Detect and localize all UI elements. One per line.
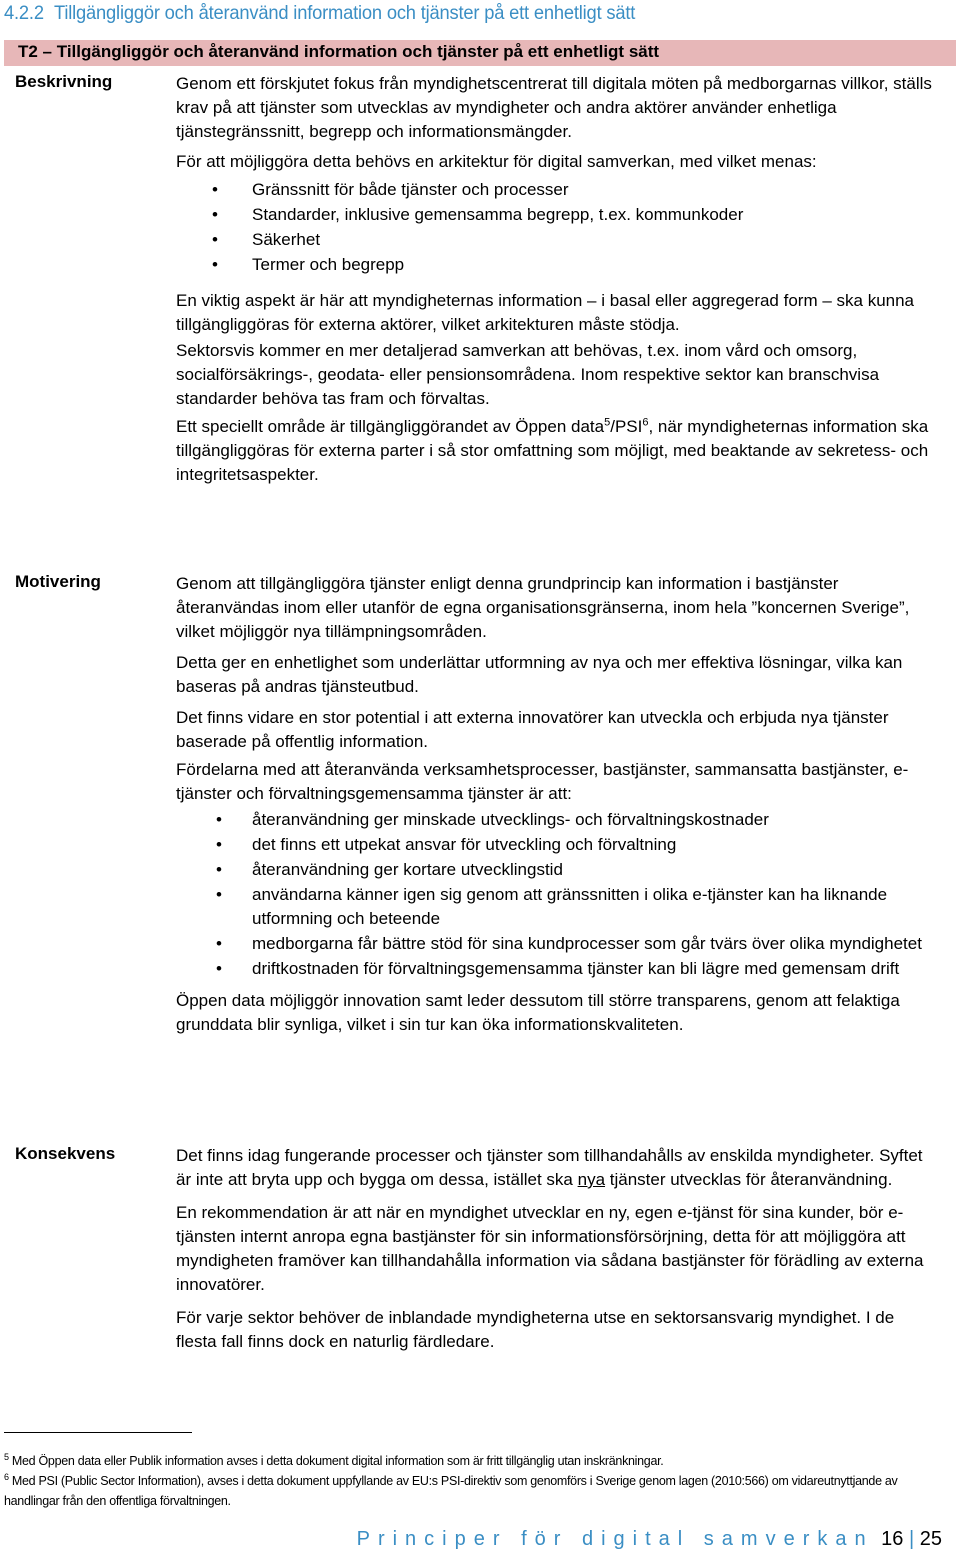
konsekvens-content	[176, 1144, 936, 1360]
paragraph: Öppen data möjliggör innovation samt leder dessutom till större transparens, genom att felaktiga grunddata blir synliga, vilket i sin tur kan öka informationskvaliteten.	[176, 991, 900, 1034]
motivering-content	[176, 572, 936, 1043]
section-title: Tillgängliggör och återanvänd information och tjänster på ett enhetligt sätt	[54, 2, 636, 24]
list-item: • Standarder, inklusive gemensamma begrepp, t.ex. kommunkoder	[176, 203, 936, 227]
paragraph: Det finns vidare en stor potential i att externa innovatörer kan utveckla och erbjuda nya tjänster baserade på offentlig information.	[176, 708, 889, 751]
list-item: • återanvändning ger minskade utvecklings- och förvaltningskostnader	[176, 808, 936, 832]
bullet-list	[176, 808, 936, 981]
page-number: 16	[881, 1528, 904, 1550]
section-heading	[4, 2, 897, 25]
text: Det finns idag fungerande processer och tjänster som tillhandahålls av enskilda myndigheter. Syftet är inte att bryta upp och bygga om dessa, istället ska	[176, 1146, 923, 1189]
paragraph: En rekommendation är att när en myndighet utvecklar en ny, egen e-tjänst för sina kunder, bör e-tjänsten internt anropa egna bastjänster för sin informationsförsörjning, detta för att möjliggöra att myndigheten framöver kan tillhandahålla information via sådana bastjänster för förädling av externa innovatörer.	[176, 1203, 924, 1294]
paragraph: Detta ger en enhetlighet som underlättar utformning av nya och mer effektiva lösningar, vilka kan baseras på andras tjänsteutbud.	[176, 653, 903, 696]
beskrivning-content	[176, 72, 936, 493]
paragraph	[176, 415, 936, 487]
bullet-list	[176, 178, 936, 277]
footnote-number: 5	[4, 1451, 9, 1462]
list-item: • Termer och begrepp	[176, 253, 936, 277]
page-total: 25	[919, 1528, 942, 1550]
list-item: • Säkerhet	[176, 228, 936, 252]
paragraph: Fördelarna med att återanvända verksamhetsprocesser, bastjänster, sammansatta bastjänster, e-tjänster och förvaltningsgemensamma tjänster är att:	[176, 760, 909, 803]
text: /PSI	[610, 417, 643, 436]
document-title: Principer för digital samverkan	[356, 1528, 874, 1550]
paragraph: Sektorsvis kommer en mer detaljerad samverkan att behövas, t.ex. inom vård och omsorg, socialförsäkrings-, geodata- eller pensionsområdena. Inom respektive sektor kan branschvisa standarder behöva tas fram och förvaltas.	[176, 341, 880, 408]
footnote-text: Med Öppen data eller Publik information avses i detta dokument digital information som är fritt tillgänglig utan inskränkningar.	[11, 1454, 664, 1468]
list-item: • det finns ett utpekat ansvar för utveckling och förvaltning	[176, 833, 936, 857]
list-item: • medborgarna får bättre stöd för sina kundprocesser som går tvärs över olika myndighetet	[176, 932, 936, 956]
motivering-label: Motivering	[15, 572, 101, 591]
text: Ett speciellt område är tillgängliggörandet av Öppen data	[176, 417, 605, 436]
paragraph: För varje sektor behöver de inblandade myndigheterna utse en sektorsansvarig myndighet. I de flesta fall finns dock en naturlig färdledare.	[176, 1308, 895, 1351]
principle-title-bar: T2 – Tillgängliggör och återanvänd information och tjänster på ett enhetligt sätt	[4, 40, 956, 66]
footnote-ref: 6	[642, 416, 649, 429]
paragraph	[176, 1144, 936, 1192]
footnote	[4, 1451, 954, 1471]
list-item: • återanvändning ger kortare utvecklingstid	[176, 858, 936, 882]
paragraph: Genom att tillgängliggöra tjänster enligt denna grundprincip kan information i bastjänster återanvändas inom eller utanför de egna organisationsgränserna, inom hela ”koncernen Sverige”, vilket möjliggör nya tillämpningsområden.	[176, 574, 910, 641]
list-item: • Gränssnitt för både tjänster och processer	[176, 178, 936, 202]
paragraph: För att möjliggöra detta behövs en arkitektur för digital samverkan, med vilket menas:	[176, 152, 817, 171]
footnotes	[4, 1451, 954, 1511]
konsekvens-label: Konsekvens	[15, 1144, 116, 1163]
footnote	[4, 1471, 954, 1511]
footnote-text: Med PSI (Public Sector Information), avses i detta dokument uppfyllande av EU:s PSI-direktiv som genomförs i Sverige genom lagen (2010:566) om vidareutnyttjande av handlingar från den offentliga förvaltningen.	[4, 1474, 898, 1508]
list-item: • användarna känner igen sig genom att gränssnitten i olika e-tjänster kan ha liknande utformning och beteende	[176, 883, 936, 931]
section-number: 4.2.2	[4, 2, 44, 24]
beskrivning-label: Beskrivning	[15, 72, 113, 91]
paragraph: Genom ett förskjutet fokus från myndighetscentrerat till digitala möten på medborgarnas villkor, ställs krav på att tjänster som utvecklas av myndigheter och andra aktörer använder enhetliga tjänstegränssnitt, begrepp och informationsmängder.	[176, 74, 932, 141]
paragraph: En viktig aspekt är här att myndigheternas information – i basal eller aggregerad form – ska kunna tillgängliggöras för externa aktörer, vilket arkitekturen måste stödja.	[176, 291, 915, 334]
footnote-divider	[4, 1432, 192, 1433]
page-footer	[357, 1528, 942, 1551]
emphasis-new: nya	[577, 1170, 606, 1189]
footnote-ref: 5	[604, 416, 611, 429]
page-separator: |	[908, 1528, 915, 1550]
text: tjänster utvecklas för återanvändning.	[605, 1170, 893, 1189]
list-item: • driftkostnaden för förvaltningsgemensamma tjänster kan bli lägre med gemensam drift	[176, 957, 936, 981]
text: , när myndigheternas information ska tillgängliggöras för externa parter i så stor omfattning som möjligt, med beaktande av sekretess- och integritetsaspekter.	[176, 417, 929, 484]
footnote-number: 6	[4, 1471, 9, 1482]
